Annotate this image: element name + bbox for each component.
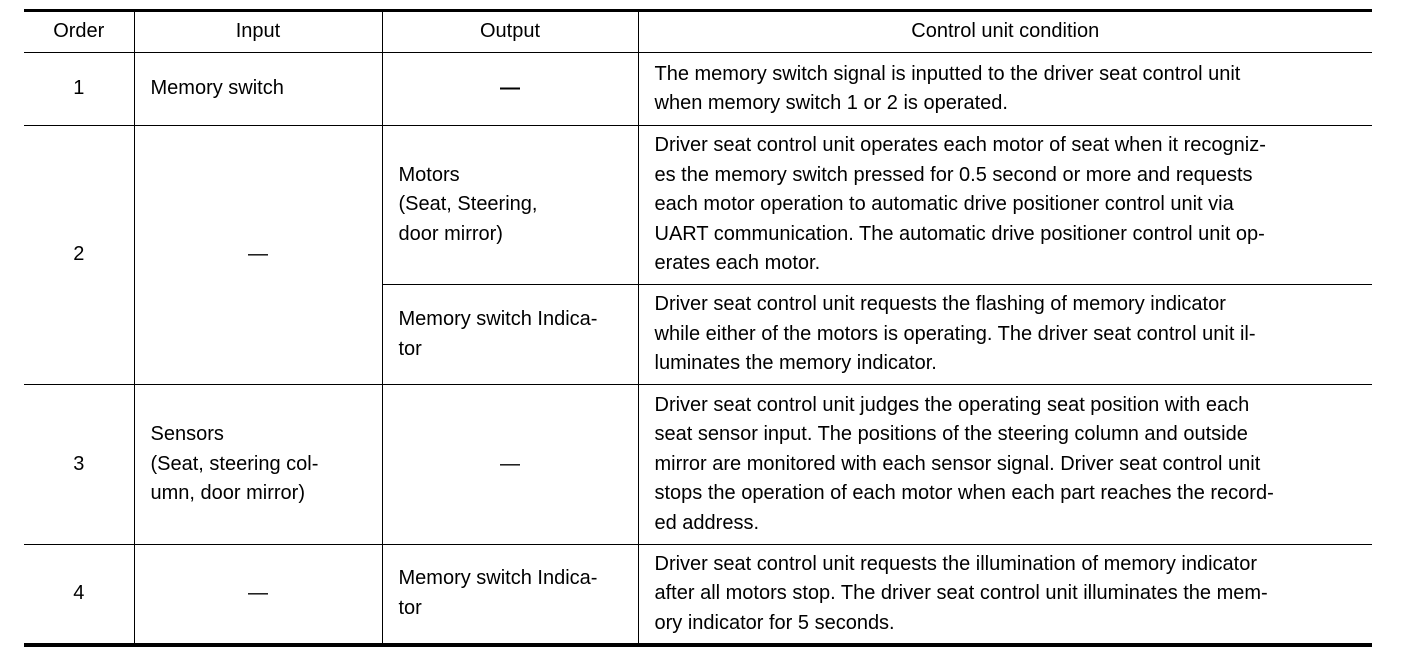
output-cell: — <box>382 53 638 126</box>
header-output: Output <box>382 11 638 53</box>
output-cell: Memory switch Indica- tor <box>382 545 638 645</box>
order-cell: 4 <box>24 545 134 645</box>
condition-cell: Driver seat control unit operates each motor of seat when it recogniz- es the memory switch pressed for 0.5 second or more and requests each motor operation to automatic drive positioner control unit via UART communication. The automatic drive positioner control unit op- erates each motor. <box>638 126 1372 285</box>
condition-cell: Driver seat control unit judges the operating seat position with each seat sensor input. The positions of the steering column and outside mirror are monitored with each sensor signal. Driver seat control unit stops the operation of each motor when each part reaches the record- ed address. <box>638 385 1372 545</box>
table-row <box>24 53 1372 126</box>
header-condition: Control unit condition <box>638 11 1372 53</box>
input-cell: Memory switch <box>134 53 382 126</box>
table-body <box>24 53 1372 645</box>
table-row <box>24 545 1372 645</box>
input-cell: — <box>134 545 382 645</box>
output-cell: Memory switch Indica- tor <box>382 285 638 385</box>
header-order: Order <box>24 11 134 53</box>
header-input: Input <box>134 11 382 53</box>
table-row <box>24 126 1372 285</box>
condition-cell: Driver seat control unit requests the illumination of memory indicator after all motors stop. The driver seat control unit illuminates the mem- ory indicator for 5 seconds. <box>638 545 1372 645</box>
input-cell: Sensors (Seat, steering col- umn, door mirror) <box>134 385 382 545</box>
control-sequence-table <box>24 9 1372 647</box>
order-cell: 3 <box>24 385 134 545</box>
table-row <box>24 385 1372 545</box>
table-header <box>24 11 1372 53</box>
condition-cell: Driver seat control unit requests the flashing of memory indicator while either of the motors is operating. The driver seat control unit il- luminates the memory indicator. <box>638 285 1372 385</box>
header-row <box>24 11 1372 53</box>
output-cell: Motors (Seat, Steering, door mirror) <box>382 126 638 285</box>
input-cell: — <box>134 126 382 385</box>
output-cell: — <box>382 385 638 545</box>
condition-cell: The memory switch signal is inputted to the driver seat control unit when memory switch 1 or 2 is operated. <box>638 53 1372 126</box>
order-cell: 2 <box>24 126 134 385</box>
order-cell: 1 <box>24 53 134 126</box>
